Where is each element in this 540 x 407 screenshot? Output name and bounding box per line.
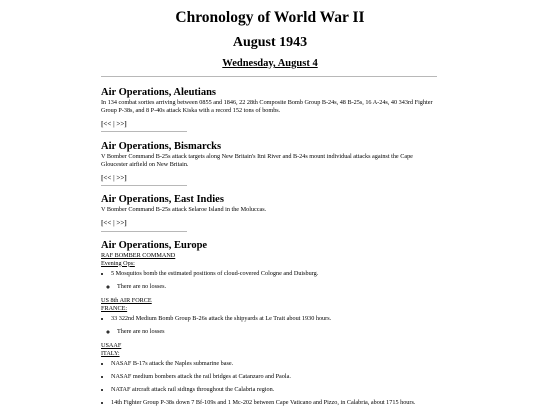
nav-forward-link[interactable]: >>] (116, 219, 127, 227)
section-aleutians (101, 87, 437, 129)
raf-notes (107, 283, 437, 291)
section-text: V Bomber Command B-25s attack targets along New Britain's Itni River and B-24s mount individual attacks against the Cape Gloucester airfield on New Britain. (101, 153, 413, 168)
raf-list (101, 270, 437, 278)
page-day: Wednesday, August 4 (222, 58, 318, 69)
raf-subheading: Evening Ops: (101, 259, 135, 267)
list-item: ◦ There are no losses (117, 328, 437, 336)
section-nav (101, 120, 437, 129)
section-divider (101, 185, 187, 186)
list-item: • 33 322nd Medium Bomb Group B-26s attack the shipyards at Le Trait about 1930 hours. (111, 315, 437, 323)
list-item: • NASAF medium bombers attack the rail bridges at Catanzaro and Paola. (111, 373, 437, 381)
list-item: • 14th Fighter Group P-38s down 7 Bf-109s and 1 Mc-202 between Cape Vaticano and Pizzo, in Calabria, about 1715 hours. (111, 399, 437, 407)
section-divider (101, 131, 187, 132)
page-month: August 1943 (232, 35, 308, 50)
section-nav (101, 219, 437, 228)
us8-list (101, 315, 437, 323)
usaaf-list (101, 360, 437, 407)
section-title: Air Operations, East Indies (101, 194, 224, 205)
nav-separator: | (113, 219, 115, 227)
section-text: V Bomber Command B-25s attack Selaroe Island in the Moluccas. (101, 206, 267, 213)
list-item: ◦ There are no losses. (117, 283, 437, 291)
us8-notes (107, 328, 437, 336)
nav-back-link[interactable]: [<< (101, 174, 112, 182)
list-item: • 5 Mosquitos bomb the estimated positions of cloud-covered Cologne and Duisburg. (111, 270, 437, 278)
section-text: In 134 combat sorties arriving between 0855 and 1846, 22 28th Composite Bomb Group B-24s, 48 B-25s, 16 A-24s, 40 343rd Fighter Group P-38s, and 8 P-40s attack Kiska with a record 152 tons of bombs. (101, 99, 433, 114)
list-item: • NATAF aircraft attack rail sidings throughout the Calabria region. (111, 386, 437, 394)
nav-forward-link[interactable]: >>] (116, 174, 127, 182)
section-divider (101, 231, 187, 232)
header-divider (101, 76, 437, 77)
nav-forward-link[interactable]: >>] (116, 120, 127, 128)
section-bismarcks (101, 141, 437, 183)
section-east-indies (101, 194, 437, 228)
nav-back-link[interactable]: [<< (101, 219, 112, 227)
usaaf-heading: USAAF (101, 342, 122, 349)
usaaf-subheading: ITALY: (101, 349, 120, 357)
section-europe (101, 240, 437, 407)
us8-heading: US 8th AIR FORCE (101, 297, 152, 304)
section-title: Air Operations, Europe (101, 240, 208, 251)
nav-separator: | (113, 174, 115, 182)
nav-back-link[interactable]: [<< (101, 120, 112, 128)
section-title: Air Operations, Aleutians (101, 87, 217, 98)
raf-heading: RAF BOMBER COMMAND (101, 252, 176, 259)
list-item: • NASAF B-17s attack the Naples submarine base. (111, 360, 437, 368)
section-nav (101, 174, 437, 183)
page-title: Chronology of World War II (175, 9, 365, 26)
us8-subheading: FRANCE: (101, 304, 128, 312)
section-title: Air Operations, Bismarcks (101, 141, 222, 152)
nav-separator: | (113, 120, 115, 128)
